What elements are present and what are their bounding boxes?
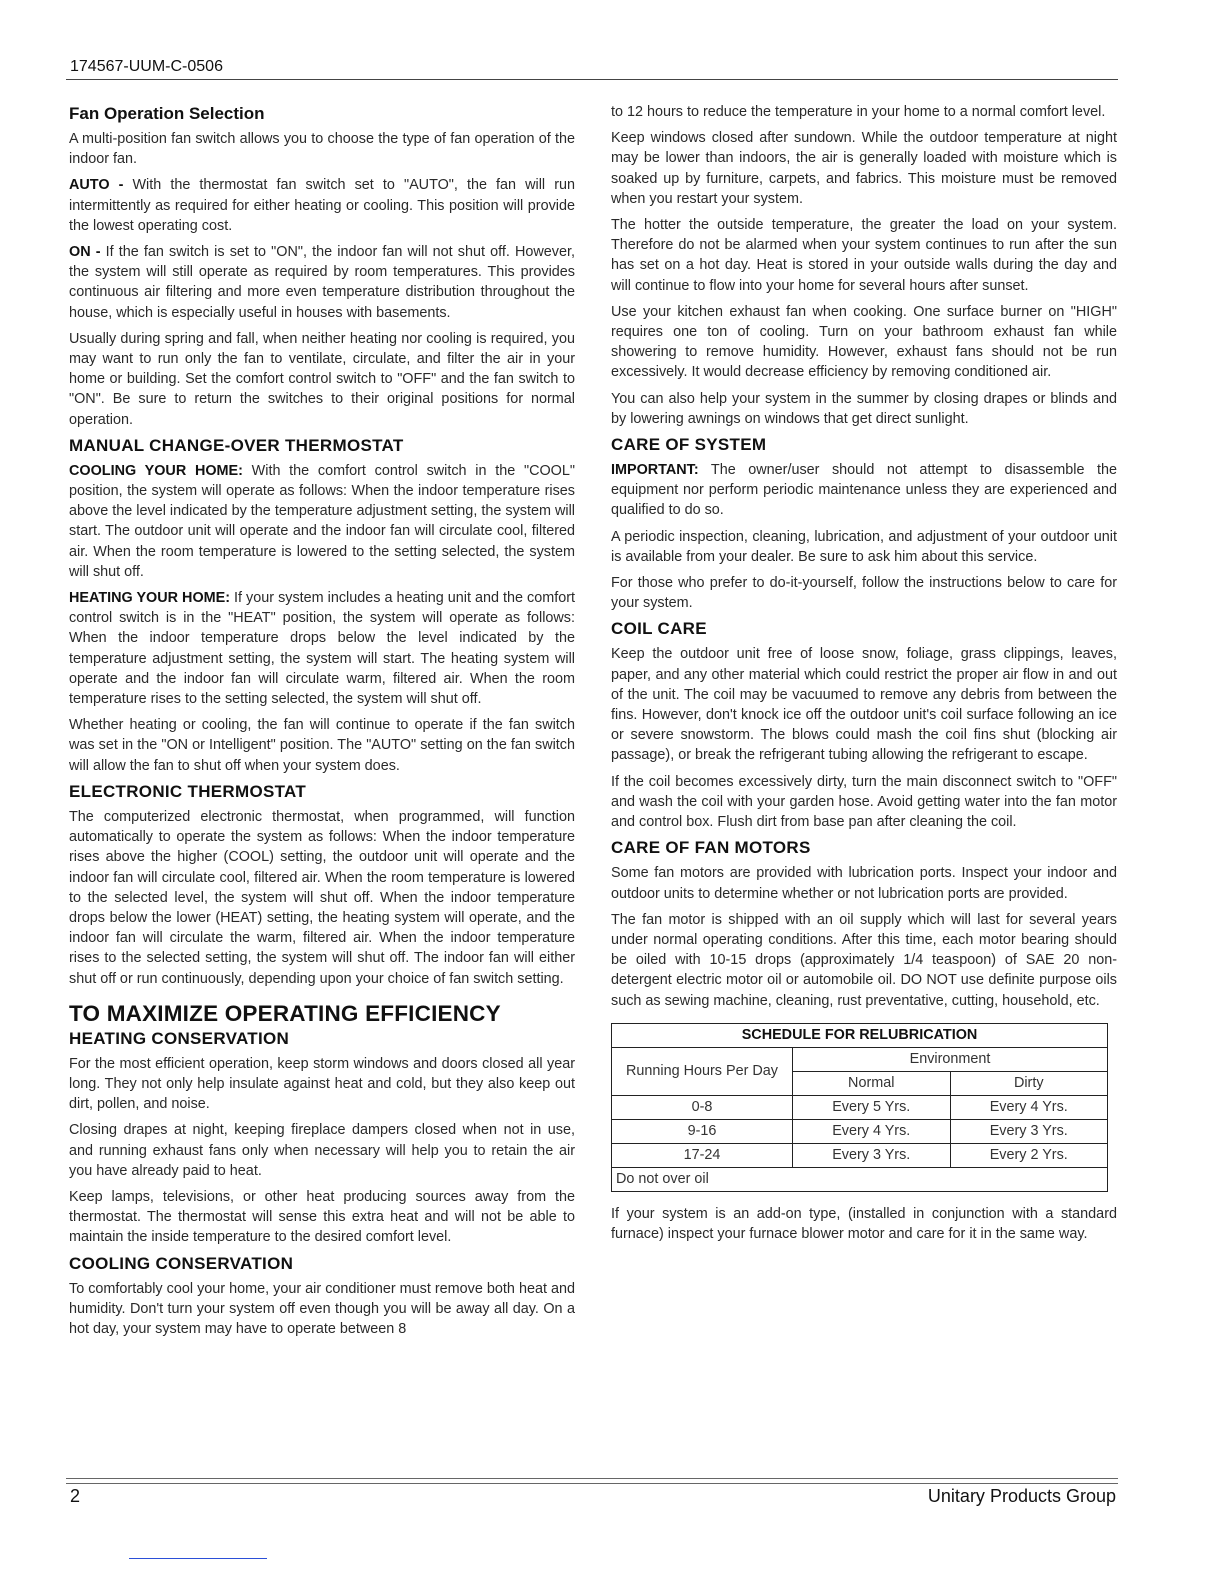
dirty-cell: Every 3 Yrs. (950, 1119, 1108, 1143)
dirty-cell: Every 4 Yrs. (950, 1095, 1108, 1119)
hotter-paragraph: The hotter the outside temperature, the greater the load on your system. Therefore do not be alarmed when your system continues to run after the sun has set on a hot day. Heat is stored in your outside walls during the day and will continue to flow into your home for several hours after sunset. (611, 217, 1117, 294)
cooling-home-text: With the comfort control switch in the "COOL" position, the system will operate as follows: When the indoor temperature rises above the level indicated by the temperature adjustment setting, the system will start. The outdoor unit will operate and the indoor fan will circulate cool, filtered air. When the room temperature is lowered to the setting selected, the system will shut off. (69, 462, 575, 580)
fan-motors-p2: The fan motor is shipped with an oil supply which will last for several years under normal operating conditions. After this time, each motor bearing should be oiled with 10-15 drops (approximately 1/4 teaspoon) of SAE 20 non-detergent electric motor oil or automobile oil. DO NOT use definite purpose oils such as sewing machine, cleaning, rust preventative, cutting, household, etc. (611, 911, 1117, 1009)
cooling-conservation-heading: COOLING CONSERVATION (69, 1253, 294, 1273)
heating-home-paragraph (69, 588, 575, 709)
windows-paragraph: Keep windows closed after sundown. While the outdoor temperature at night may be lower than indoors, the air is generally loaded with moisture which is soaked up by furniture, carpets, and fabrics. This moisture must be removed when you restart your system. (611, 130, 1117, 207)
normal-cell: Every 4 Yrs. (793, 1119, 951, 1143)
cooling-home-paragraph (69, 461, 575, 582)
fan-operation-intro: A multi-position fan switch allows you to choose the type of fan operation of the indoor fan. (69, 131, 575, 168)
running-hours-header: Running Hours Per Day (612, 1047, 793, 1095)
cooling-conservation-p1: To comfortably cool your home, your air conditioner must remove both heat and humidity. Don't turn your system off even though you will be away all day. On a hot day, your system may have to operate between 8 (69, 1280, 575, 1337)
footer-brand: Unitary Products Group (927, 1486, 1116, 1506)
relubrication-table (611, 1023, 1108, 1192)
blue-divider (129, 1558, 267, 1559)
document-id: 174567-UUM-C-0506 (70, 58, 223, 75)
coil-care-p2: If the coil becomes excessively dirty, turn the main disconnect switch to "OFF" and wash the coil with your garden hose. Avoid getting water into the fan motor and control box. Flush dirt from base pan after cleaning the coil. (611, 773, 1117, 831)
drapes-paragraph: You can also help your system in the summer by closing drapes or blinds and by lowering awnings on windows that get direct sunlight. (611, 390, 1117, 427)
diy-paragraph: For those who prefer to do-it-yourself, follow the instructions below to care for your system. (611, 575, 1117, 612)
auto-text: With the thermostat fan switch set to "AUTO", the fan will run intermittently as required for either heating or cooling. This position will provide the lowest operating cost. (69, 177, 575, 234)
heating-conservation-p3: Keep lamps, televisions, or other heat producing sources away from the thermostat. The thermostat will sense this extra heat and will not be able to maintain the inside temperature to the desired comfort level. (69, 1188, 575, 1246)
cooling-continued: to 12 hours to reduce the temperature in your home to a normal comfort level. (611, 104, 1106, 120)
fan-operation-heading: Fan Operation Selection (69, 104, 265, 123)
normal-header: Normal (793, 1071, 951, 1095)
heating-conservation-heading: HEATING CONSERVATION (69, 1028, 290, 1048)
auto-paragraph (69, 175, 575, 236)
care-system-heading: CARE OF SYSTEM (611, 435, 767, 455)
coil-care-heading: COIL CARE (611, 619, 707, 639)
hours-cell: 9-16 (612, 1119, 793, 1143)
normal-cell: Every 3 Yrs. (793, 1143, 951, 1167)
heating-conservation-p2: Closing drapes at night, keeping fireplace dampers closed when not in use, and running exhaust fans only when necessary will help you to retain the air you have already paid to heat. (69, 1122, 575, 1179)
kitchen-paragraph: Use your kitchen exhaust fan when cooking. One surface burner on "HIGH" requires one ton of cooling. Turn on your bathroom exhaust fan while showering to remove humidity. However, exhaust fans should not be run excessively. It would decrease efficiency by removing conditioned air. (611, 303, 1117, 381)
fan-motors-p1: Some fan motors are provided with lubrication ports. Inspect your indoor and outdoor units to determine whether or not lubrication ports are provided. (611, 865, 1117, 902)
heating-conservation-p1: For the most efficient operation, keep storm windows and doors closed all year long. They not only help insulate against heat and cold, but they also keep out dirt, pollen, and noise. (69, 1055, 575, 1113)
environment-header: Environment (793, 1047, 1108, 1071)
inspection-paragraph: A periodic inspection, cleaning, lubrication, and adjustment of your outdoor unit is available from your dealer. Be sure to ask him about this service. (611, 528, 1117, 565)
fan-only-paragraph: Usually during spring and fall, when neither heating nor cooling is required, you may want to run only the fan to ventilate, circulate, and filter the air in your home or building. Set the comfort control switch to "OFF" and the fan switch to "ON". Be sure to return the switches to their original positions for normal operation. (69, 330, 575, 428)
left-column (69, 102, 575, 1345)
table-row (612, 1095, 1108, 1119)
heating-home-label: HEATING YOUR HOME: (69, 590, 231, 607)
auto-label: AUTO - (69, 177, 124, 194)
table-note: Do not over oil (612, 1167, 1108, 1191)
coil-care-p1: Keep the outdoor unit free of loose snow, foliage, grass clippings, leaves, paper, and any other material which could restrict the proper air flow in and out of the unit. The coil may be vacuumed to remove any debris from between the fins. However, don't knock ice off the outdoor unit's coil surface following an ice or severe snowstorm. The blows could mash the coil fins shut (blocking air passage), or break the refrigerant tubing allowing the refrigerant to escape. (611, 646, 1117, 764)
header-rule (66, 79, 1118, 80)
on-label: ON - (69, 244, 101, 261)
dirty-cell: Every 2 Yrs. (950, 1143, 1108, 1167)
heating-home-text: If your system includes a heating unit and the comfort control switch is in the "HEAT" position, the system will operate as follows: When the indoor temperature drops below the level indicated by the temperature adjustment setting, the system will start. The heating system will operate and the indoor fan will circulate warm, filtered air. When the room temperature rises to the setting selected, the system will shut off. (69, 590, 575, 708)
maximize-efficiency-heading: TO MAXIMIZE OPERATING EFFICIENCY (69, 1000, 501, 1026)
right-column (611, 102, 1117, 1250)
cooling-home-label: COOLING YOUR HOME: (69, 462, 243, 479)
addon-paragraph: If your system is an add-on type, (installed in conjunction with a standard furnace) inspect your furnace blower motor and care for it in the same way. (611, 1205, 1117, 1242)
hours-cell: 0-8 (612, 1095, 793, 1119)
manual-thermostat-heading: MANUAL CHANGE-OVER THERMOSTAT (69, 435, 404, 455)
hours-cell: 17-24 (612, 1143, 793, 1167)
normal-cell: Every 5 Yrs. (793, 1095, 951, 1119)
on-paragraph (69, 242, 575, 323)
important-label: IMPORTANT: (611, 462, 699, 479)
table-row (612, 1143, 1108, 1167)
fan-motors-heading: CARE OF FAN MOTORS (611, 838, 811, 858)
important-paragraph (611, 460, 1117, 521)
electronic-thermostat-text: The computerized electronic thermostat, when programmed, will function automatically to operate the system as follows: When the indoor temperature rises above the higher (COOL) setting, the outdoor unit will operate and the indoor fan will circulate cool, filtered air. When the room temperature is lowered to the selected level, the system will shut off. When the indoor temperature drops below the lower (HEAT) setting, the heating system will operate, and the indoor fan will circulate the warm, filtered air. When the indoor temperature rises to the selected setting, the system will shut off. The indoor fan will either shut off or run continuously, depending upon your choice of fan switch setting. (69, 808, 575, 987)
table-row (612, 1119, 1108, 1143)
table-title: SCHEDULE FOR RELUBRICATION (612, 1023, 1108, 1047)
dirty-header: Dirty (950, 1071, 1108, 1095)
important-text: The owner/user should not attempt to disassemble the equipment nor perform periodic maintenance unless they are experienced and qualified to do so. (611, 462, 1117, 519)
on-text: If the fan switch is set to "ON", the indoor fan will not shut off. However, the system will still operate as required by room temperatures. This provides continuous air filtering and more even temperature distribution throughout the house, which is especially useful in houses with basements. (69, 244, 575, 321)
electronic-thermostat-heading: ELECTRONIC THERMOSTAT (69, 781, 307, 801)
page-number: 2 (70, 1486, 81, 1506)
fan-switch-paragraph: Whether heating or cooling, the fan will continue to operate if the fan switch was set in the "ON or Intelligent" position. The "AUTO" setting on the fan switch will allow the fan to shut off when your system does. (69, 717, 575, 774)
footer-rule (66, 1478, 1118, 1484)
